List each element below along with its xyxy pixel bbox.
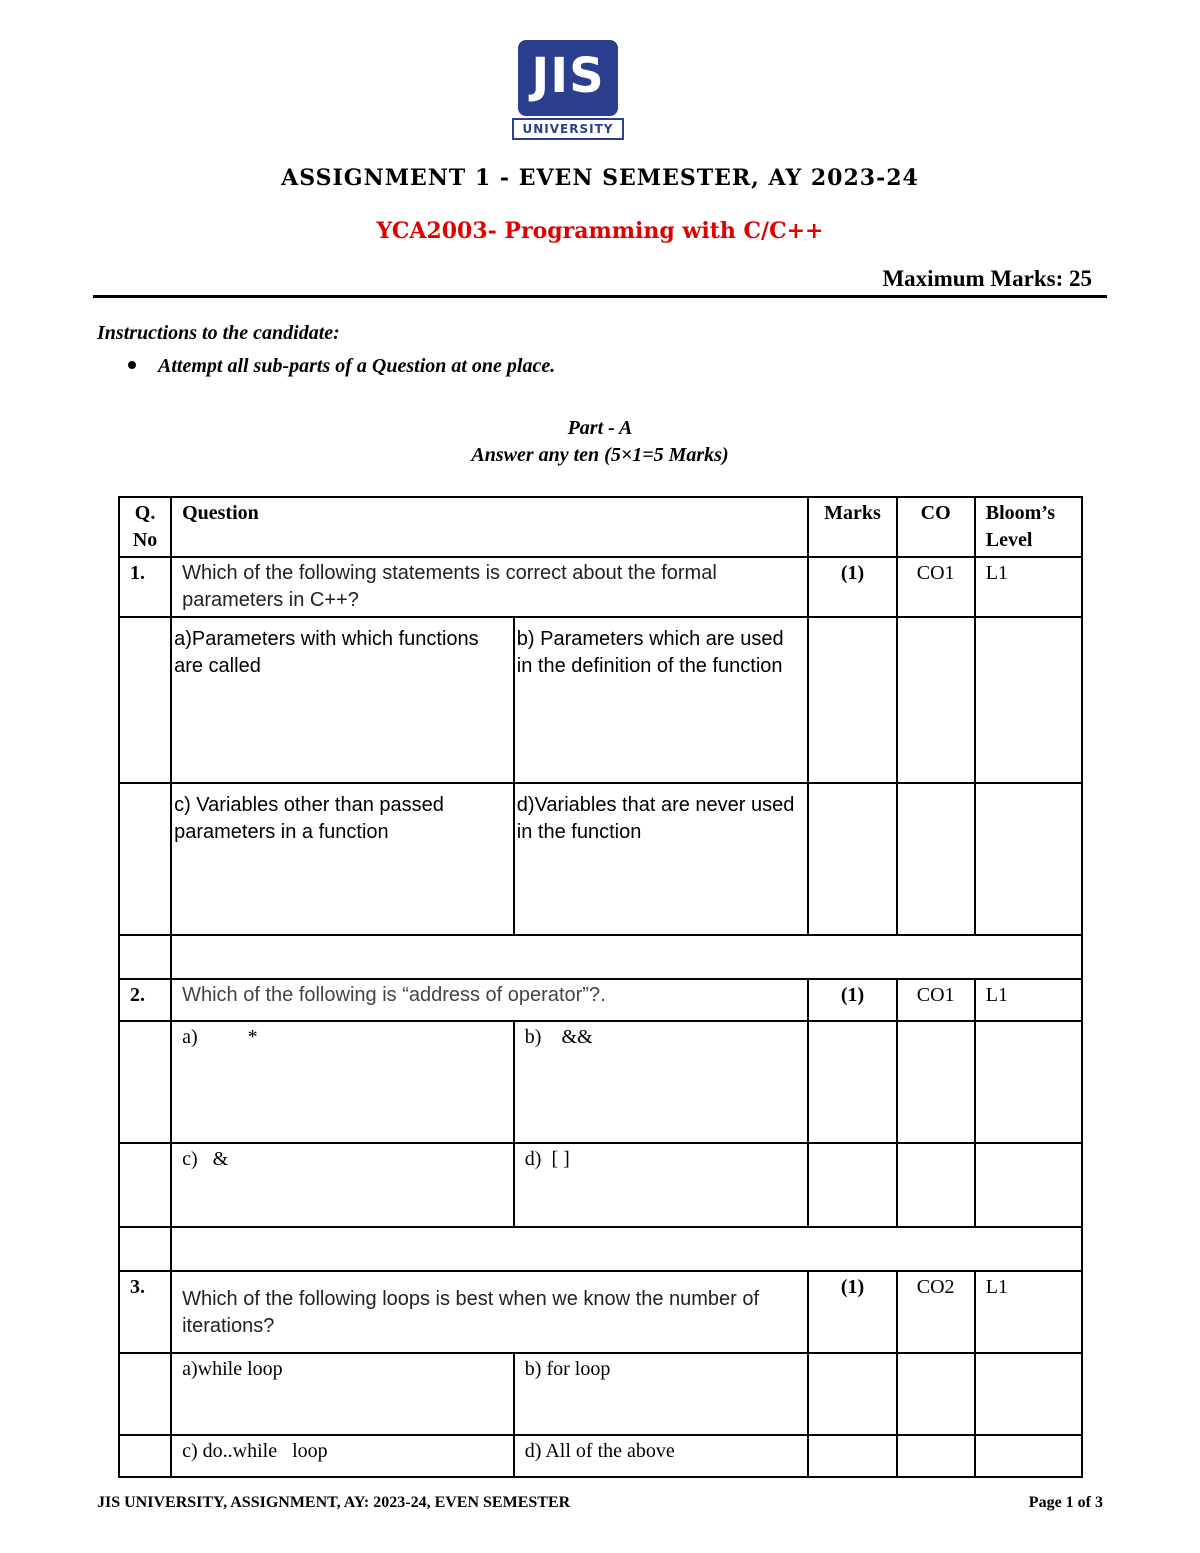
university-logo: [512, 40, 624, 140]
question-co: CO1: [897, 557, 975, 617]
part-subtitle: Answer any ten (5×1=5 Marks): [471, 444, 729, 466]
question-text: Which of the following statements is correct about the formal parameters in C++?: [171, 557, 808, 617]
question-co: CO2: [897, 1271, 975, 1353]
question-level: L1: [975, 557, 1082, 617]
header-question: Question: [171, 497, 808, 557]
question-number: 3.: [119, 1271, 171, 1353]
bullet-icon: [128, 361, 136, 369]
logo-label: UNIVERSITY: [512, 118, 624, 140]
table-row: [119, 1021, 1082, 1143]
question-marks: (1): [808, 1271, 896, 1353]
questions-table: [118, 496, 1083, 1478]
option-d: d) All of the above: [514, 1435, 809, 1477]
question-level: L1: [975, 979, 1082, 1021]
maximum-marks: Maximum Marks: 25: [882, 266, 1092, 291]
instructions-heading: Instructions to the candidate:: [97, 322, 340, 344]
table-row: [119, 1353, 1082, 1435]
question-marks: (1): [808, 557, 896, 617]
option-c: c) &: [171, 1143, 514, 1227]
table-spacer-row: [119, 935, 1082, 979]
page-number: Page 1 of 3: [1028, 1494, 1103, 1511]
table-row: [119, 979, 1082, 1021]
header-co: CO: [897, 497, 975, 557]
table-row: [119, 617, 1082, 783]
table-header-row: [119, 497, 1082, 557]
instruction-item: [128, 355, 555, 378]
table-row: [119, 1271, 1082, 1353]
option-c: c) do..while loop: [171, 1435, 514, 1477]
question-number: 2.: [119, 979, 171, 1021]
table-row: [119, 1143, 1082, 1227]
option-b: b) &&: [514, 1021, 809, 1143]
question-marks: (1): [808, 979, 896, 1021]
table-row: [119, 1435, 1082, 1477]
header-qno: Q. No: [119, 497, 171, 557]
instruction-text: Attempt all sub-parts of a Question at one place.: [158, 355, 556, 377]
header-rule: [93, 295, 1107, 298]
option-b: b) Parameters which are used in the definition of the function: [514, 617, 809, 783]
header-bloom: Bloom’s Level: [975, 497, 1082, 557]
question-text: Which of the following is “address of operator”?.: [171, 979, 808, 1021]
course-title: YCA2003- Programming with C/C++: [376, 218, 824, 244]
document-title: ASSIGNMENT 1 - EVEN SEMESTER, AY 2023-24: [281, 165, 919, 191]
option-a: a) *: [171, 1021, 514, 1143]
option-b: b) for loop: [514, 1353, 809, 1435]
table-spacer-row: [119, 1227, 1082, 1271]
question-co: CO1: [897, 979, 975, 1021]
option-a: a)Parameters with which functions are called: [171, 617, 514, 783]
option-a: a)while loop: [171, 1353, 514, 1435]
part-title: Part - A: [567, 417, 633, 439]
question-level: L1: [975, 1271, 1082, 1353]
question-number: 1.: [119, 557, 171, 617]
option-d: d)Variables that are never used in the function: [514, 783, 809, 935]
option-d: d) [ ]: [514, 1143, 809, 1227]
table-row: [119, 783, 1082, 935]
logo-mark: JIS: [531, 48, 605, 104]
footer-text: JIS UNIVERSITY, ASSIGNMENT, AY: 2023-24, EVEN SEMESTER: [97, 1494, 571, 1511]
question-text: Which of the following loops is best when we know the number of iterations?: [171, 1271, 808, 1353]
table-row: [119, 557, 1082, 617]
option-c: c) Variables other than passed parameters in a function: [171, 783, 514, 935]
header-marks: Marks: [808, 497, 896, 557]
